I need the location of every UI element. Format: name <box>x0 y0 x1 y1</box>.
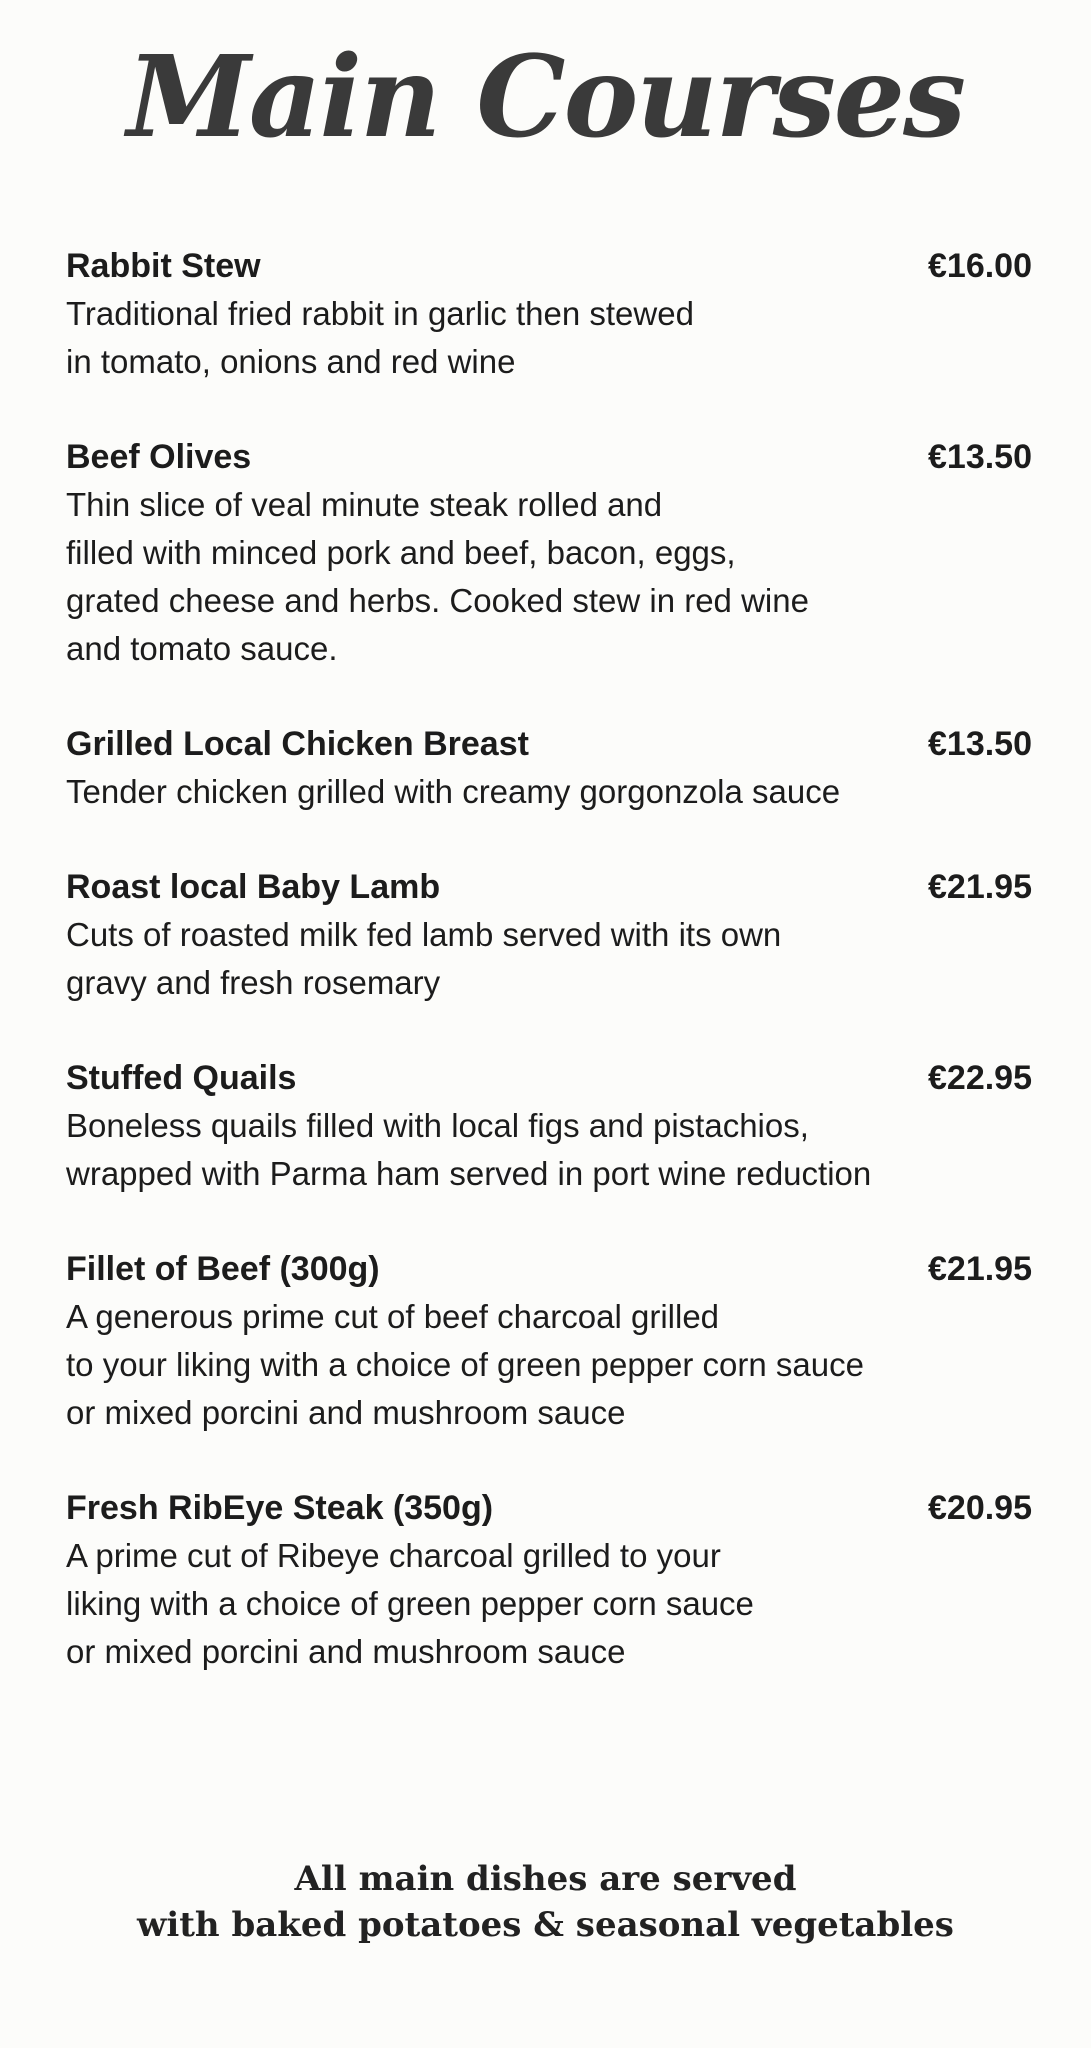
item-price: €20.95 <box>928 1489 1032 1527</box>
description-line: in tomato, onions and red wine <box>66 343 516 380</box>
item-name: Rabbit Stew <box>66 247 261 285</box>
description-line: Traditional fried rabbit in garlic then stewed <box>66 295 694 332</box>
description-line: Tender chicken grilled with creamy gorgonzola sauce <box>66 773 841 810</box>
menu-item-header <box>66 242 1032 290</box>
item-name: Fresh RibEye Steak (350g) <box>66 1489 494 1527</box>
menu-item-header <box>66 433 1032 481</box>
item-price: €16.00 <box>928 247 1032 285</box>
description-line: Thin slice of veal minute steak rolled and <box>66 486 663 523</box>
menu-item-header <box>66 1054 1032 1102</box>
description-line: grated cheese and herbs. Cooked stew in red wine <box>66 582 809 619</box>
description-line: Cuts of roasted milk fed lamb served with its own <box>66 916 782 953</box>
item-name: Grilled Local Chicken Breast <box>66 725 529 763</box>
description-line: and tomato sauce. <box>66 630 338 667</box>
description-line: A prime cut of Ribeye charcoal grilled to your <box>66 1537 721 1574</box>
footer-line: All main dishes are served <box>294 1859 797 1899</box>
description-line: gravy and fresh rosemary <box>66 964 441 1001</box>
footer-line: with baked potatoes & seasonal vegetables <box>137 1905 954 1945</box>
menu-item-header <box>66 863 1032 911</box>
item-price: €21.95 <box>928 868 1032 906</box>
menu-item-roast-baby-lamb <box>66 863 1032 1007</box>
item-name: Roast local Baby Lamb <box>66 868 441 906</box>
item-name: Fillet of Beef (300g) <box>66 1250 380 1288</box>
footer-note <box>0 1856 1091 1948</box>
description-line: liking with a choice of green pepper corn sauce <box>66 1585 754 1622</box>
description-line: filled with minced pork and beef, bacon, eggs, <box>66 534 736 571</box>
menu-item-grilled-chicken-breast <box>66 720 1032 816</box>
menu-item-header <box>66 1245 1032 1293</box>
item-description <box>66 1293 1032 1437</box>
item-description <box>66 1102 1032 1198</box>
item-description <box>66 290 1032 386</box>
description-line: A generous prime cut of beef charcoal grilled <box>66 1298 720 1335</box>
page-title: Main Courses <box>126 32 965 163</box>
description-line: to your liking with a choice of green pepper corn sauce <box>66 1346 864 1383</box>
item-description <box>66 1532 1032 1676</box>
description-line: Boneless quails filled with local figs and pistachios, <box>66 1107 809 1144</box>
menu-item-header <box>66 720 1032 768</box>
menu-item-beef-olives <box>66 433 1032 673</box>
description-line: or mixed porcini and mushroom sauce <box>66 1633 626 1670</box>
item-name: Stuffed Quails <box>66 1059 297 1097</box>
item-description <box>66 481 1032 673</box>
item-price: €22.95 <box>928 1059 1032 1097</box>
menu-item-rabbit-stew <box>66 242 1032 386</box>
item-price: €21.95 <box>928 1250 1032 1288</box>
item-description <box>66 768 1032 816</box>
menu-item-fillet-of-beef <box>66 1245 1032 1437</box>
item-price: €13.50 <box>928 725 1032 763</box>
menu-item-stuffed-quails <box>66 1054 1032 1198</box>
item-price: €13.50 <box>928 438 1032 476</box>
description-line: or mixed porcini and mushroom sauce <box>66 1394 626 1431</box>
menu-item-ribeye-steak <box>66 1484 1032 1676</box>
description-line: wrapped with Parma ham served in port wine reduction <box>66 1155 872 1192</box>
item-description <box>66 911 1032 1007</box>
item-name: Beef Olives <box>66 438 252 476</box>
menu-item-header <box>66 1484 1032 1532</box>
